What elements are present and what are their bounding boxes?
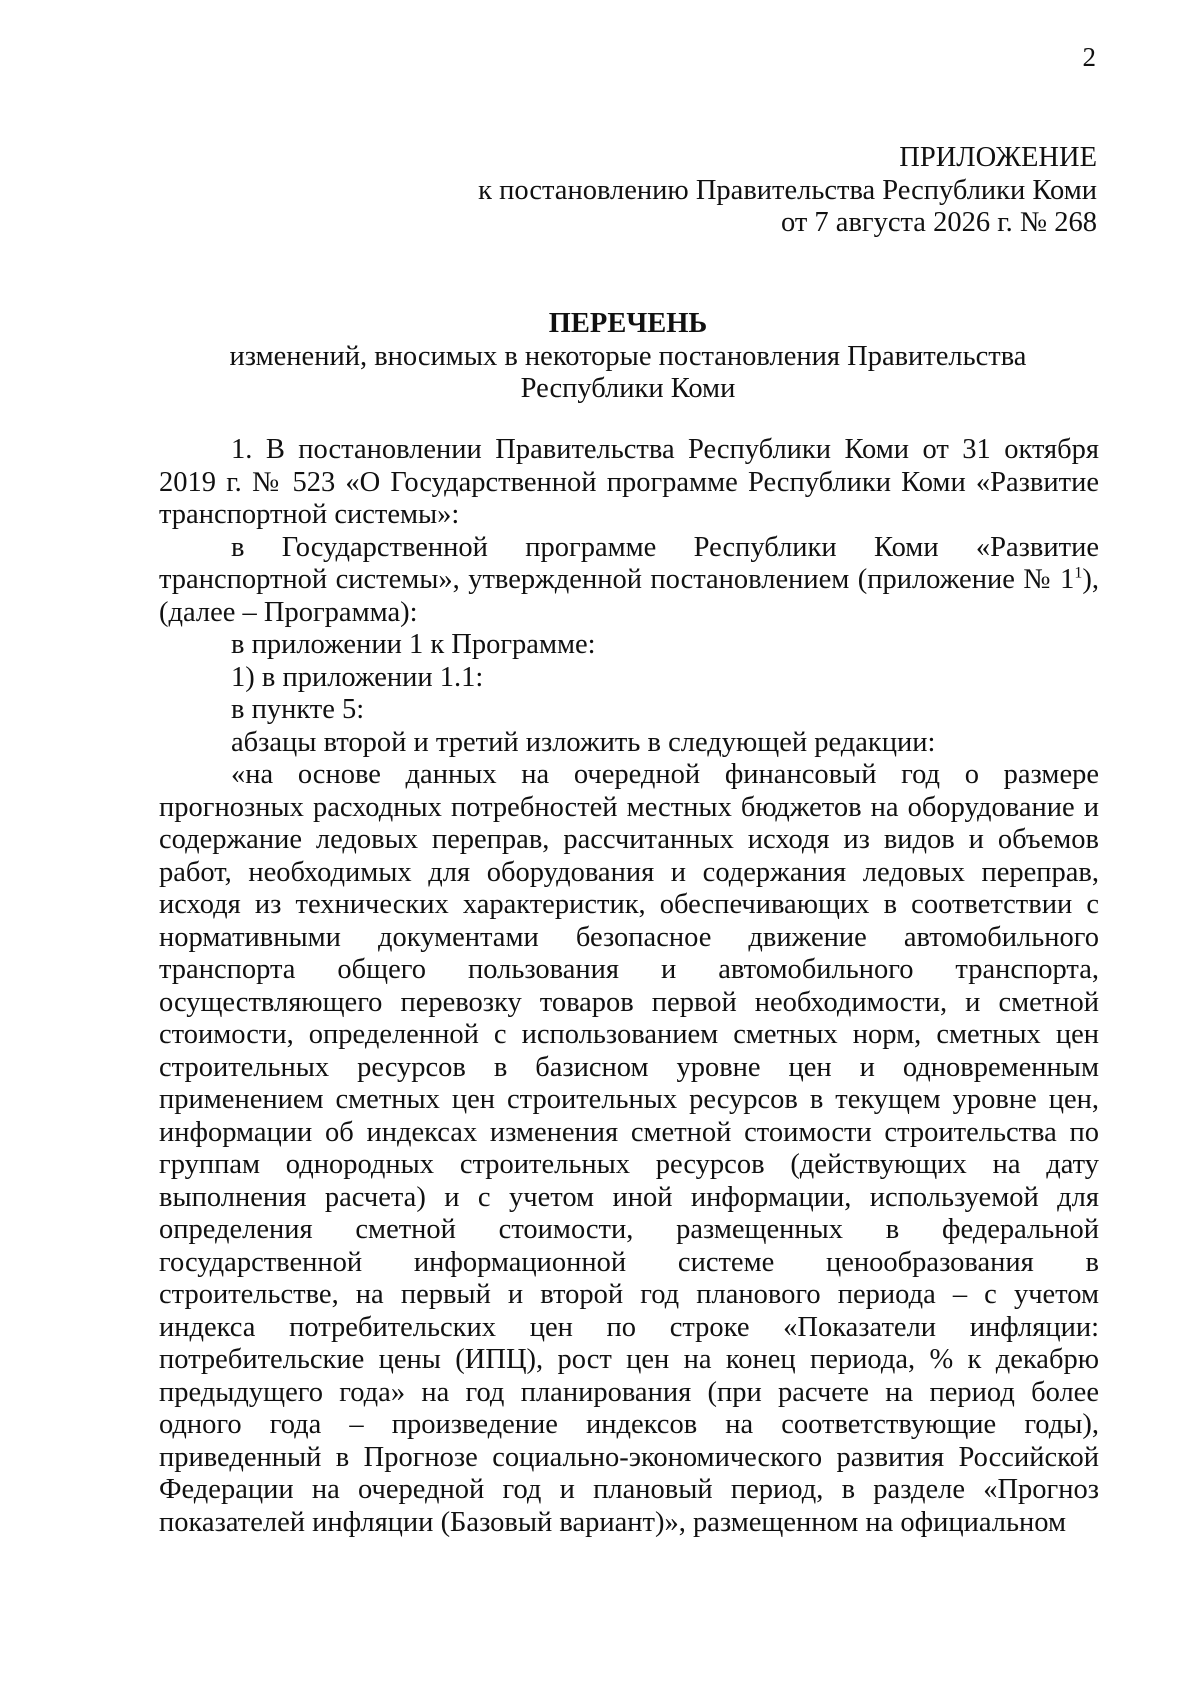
appendix-date-number: от 7 августа 2026 г. № 268 (780, 207, 1097, 238)
paragraph-2-text-b: ), (далее – Программа): (159, 564, 1099, 628)
document-body (159, 434, 1099, 1539)
document-subtitle-line1: изменений, вносимых в некоторые постановления Правительства (229, 340, 1027, 372)
appendix-resolution-ref: к постановлению Правительства Республики Коми (478, 174, 1097, 206)
document-subtitle-line2: Республики Коми (520, 373, 736, 404)
paragraph-1: 1. В постановлении Правительства Республики Коми от 31 октября 2019 г. № 523 «О Государственной программе Республики Коми «Развитие транспортной системы»: (159, 434, 1099, 530)
appendix-block (478, 142, 1097, 240)
paragraph-2-text-a: в Государственной программе Республики Коми «Развитие транспортной системы», утвержденной постановлением (приложение № 1 (159, 531, 1099, 595)
paragraph-7: «на основе данных на очередной финансовый год о размере прогнозных расходных потребностей местных бюджетов на оборудование и содержание ледовых переправ, рассчитанных исходя из видов и объемов работ, необходимых для оборудования и содержания ледовых переправ, исходя из технических характеристик, обеспечивающих в соответствии с нормативными документами безопасное движение автомобильного транспорта общего пользования и автомобильного транспорта, осуществляющего перевозку товаров первой необходимости, и сметной стоимости, определенной с использованием сметных норм, сметных цен строительных ресурсов в базисном уровне цен и одновременным применением сметных цен строительных ресурсов в текущем уровне цен, информации об индексах изменения сметной стоимости строительства по группам однородных строительных ресурсов (действующих на дату выполнения расчета) и с учетом иной информации, используемой для определения сметной стоимости, размещенных в федеральной государственной информационной системе ценообразования в строительстве, на первый и второй год планового периода – с учетом индекса потребительских цен по строке «Показатели инфляции: потребительские цены (ИПЦ), рост цен на конец периода, % к декабрю предыдущего года» на год планирования (при расчете на период более одного года – произведение индексов на соответствующие годы), приведенный в Прогнозе социально-экономического развития Российской Федерации на очередной год и плановый период, в разделе «Прогноз показателей инфляции (Базовый вариант)», размещенном на официальном (159, 759, 1099, 1538)
paragraph-5: в пункте 5: (231, 694, 365, 725)
paragraph-6: абзацы второй и третий изложить в следующей редакции: (231, 726, 936, 758)
appendix-label: ПРИЛОЖЕНИЕ (899, 142, 1097, 173)
paragraph-2 (159, 532, 1099, 630)
page-number: 2 (1082, 42, 1096, 72)
paragraph-3: в приложении 1 к Программе: (231, 629, 596, 660)
footnote-superscript: 1 (1074, 564, 1083, 582)
document-title: ПЕРЕЧЕНЬ (548, 308, 708, 339)
document-heading (159, 308, 1097, 406)
paragraph-4: 1) в приложении 1.1: (231, 661, 484, 693)
